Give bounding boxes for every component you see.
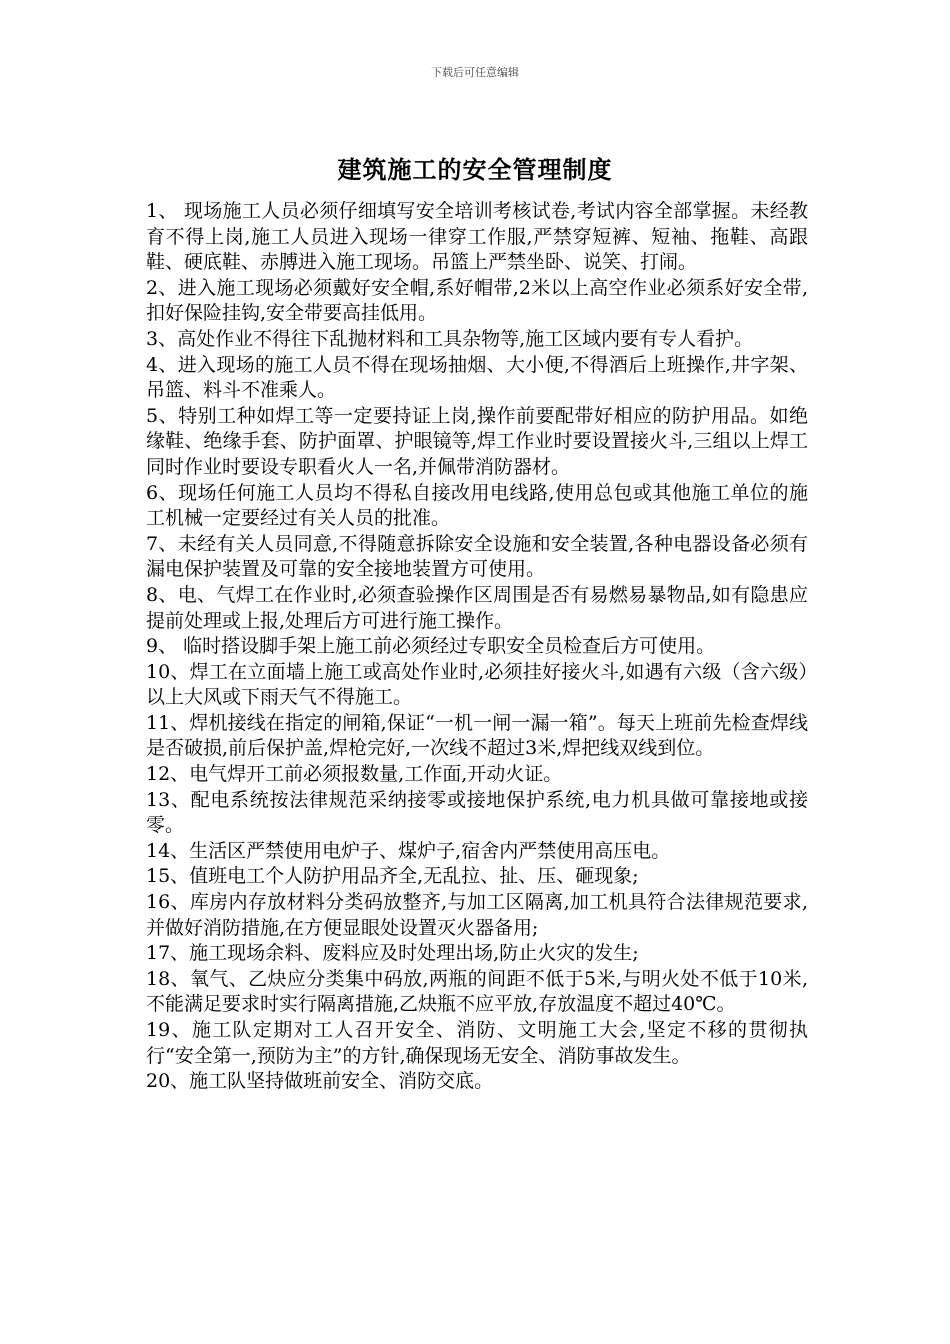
rule-item-14: 14、生活区严禁使用电炉子、煤炉子,宿舍内严禁使用高压电。 <box>146 839 671 862</box>
rules-list <box>146 199 808 1095</box>
rule-item-5: 5、特别工种如焊工等一定要持证上岗,操作前要配带好相应的防护用品。如绝缘鞋、绝缘手套、防护面罩、护眼镜等,焊工作业时要设置接火斗,三组以上焊工同时作业时要设专职看火人一名,并佩带消防器材。 <box>146 404 808 478</box>
rule-item-12: 12、电气焊开工前必须报数量,工作面,开动火证。 <box>146 763 563 786</box>
rule-item-16: 16、库房内存放材料分类码放整齐,与加工区隔离,加工机具符合法律规范要求,并做好消防措施,在方便显眼处设置灭火器备用; <box>146 891 808 939</box>
rule-item-18: 18、氧气、乙炔应分类集中码放,两瓶的间距不低于5米,与明火处不低于10米,不能满足要求时实行隔离措施,乙炔瓶不应平放,存放温度不超过40℃。 <box>146 967 808 1016</box>
rule-item-11: 11、焊机接线在指定的闸箱,保证“一机一闸一漏一箱”。每天上班前先检查焊线是否破损,前后保护盖,焊枪完好,一次线不超过3米,焊把线双线到位。 <box>146 711 808 760</box>
document-title: 建筑施工的安全管理制度 <box>337 156 613 184</box>
rule-item-17: 17、施工现场余料、废料应及时处理出场,防止火灾的发生; <box>146 942 639 965</box>
rule-item-3: 3、高处作业不得往下乱抛材料和工具杂物等,施工区域内要有专人看护。 <box>146 327 754 350</box>
rule-item-19: 19、施工队定期对工人召开安全、消防、文明施工大会,坚定不移的贯彻执行“安全第一,预防为主”的方针,确保现场无安全、消防事故发生。 <box>146 1019 808 1067</box>
rule-item-9: 9、 临时搭设脚手架上施工前必须经过专职安全员检查后方可使用。 <box>146 635 716 658</box>
rule-item-1: 1、 现场施工人员必须仔细填写安全培训考核试卷,考试内容全部掌握。未经教育不得上岗,施工人员进入现场一律穿工作服,严禁穿短裤、短袖、拖鞋、高跟鞋、硬底鞋、赤膊进入施工现场。吊篮上严禁坐卧、说笑、打闹。 <box>146 200 808 274</box>
rule-item-2: 2、进入施工现场必须戴好安全帽,系好帽带,2米以上高空作业必须系好安全带,扣好保险挂钩,安全带要高挂低用。 <box>146 276 808 325</box>
rule-item-10: 10、焊工在立面墙上施工或高处作业时,必须挂好接火斗,如遇有六级（含六级）以上大风或下雨天气不得施工。 <box>146 660 808 709</box>
rule-item-4: 4、进入现场的施工人员不得在现场抽烟、大小便,不得酒后上班操作,井字架、吊篮、料斗不准乘人。 <box>146 353 808 402</box>
rule-item-6: 6、现场任何施工人员均不得私自接改用电线路,使用总包或其他施工单位的施工机械一定要经过有关人员的批准。 <box>146 481 808 530</box>
rule-item-13: 13、配电系统按法律规范采纳接零或接地保护系统,电力机具做可靠接地或接零。 <box>146 788 808 837</box>
rule-item-15: 15、值班电工个人防护用品齐全,无乱拉、扯、压、砸现象; <box>146 865 639 888</box>
header-note: 下载后可任意编辑 <box>431 66 519 79</box>
rule-item-8: 8、电、气焊工在作业时,必须查验操作区周围是否有易燃易暴物品,如有隐患应提前处理或上报,处理后方可进行施工操作。 <box>146 583 808 632</box>
rule-item-20: 20、施工队坚持做班前安全、消防交底。 <box>146 1070 494 1093</box>
rule-item-7: 7、未经有关人员同意,不得随意拆除安全设施和安全装置,各种电器设备必须有漏电保护装置及可靠的安全接地装置方可使用。 <box>146 532 808 581</box>
